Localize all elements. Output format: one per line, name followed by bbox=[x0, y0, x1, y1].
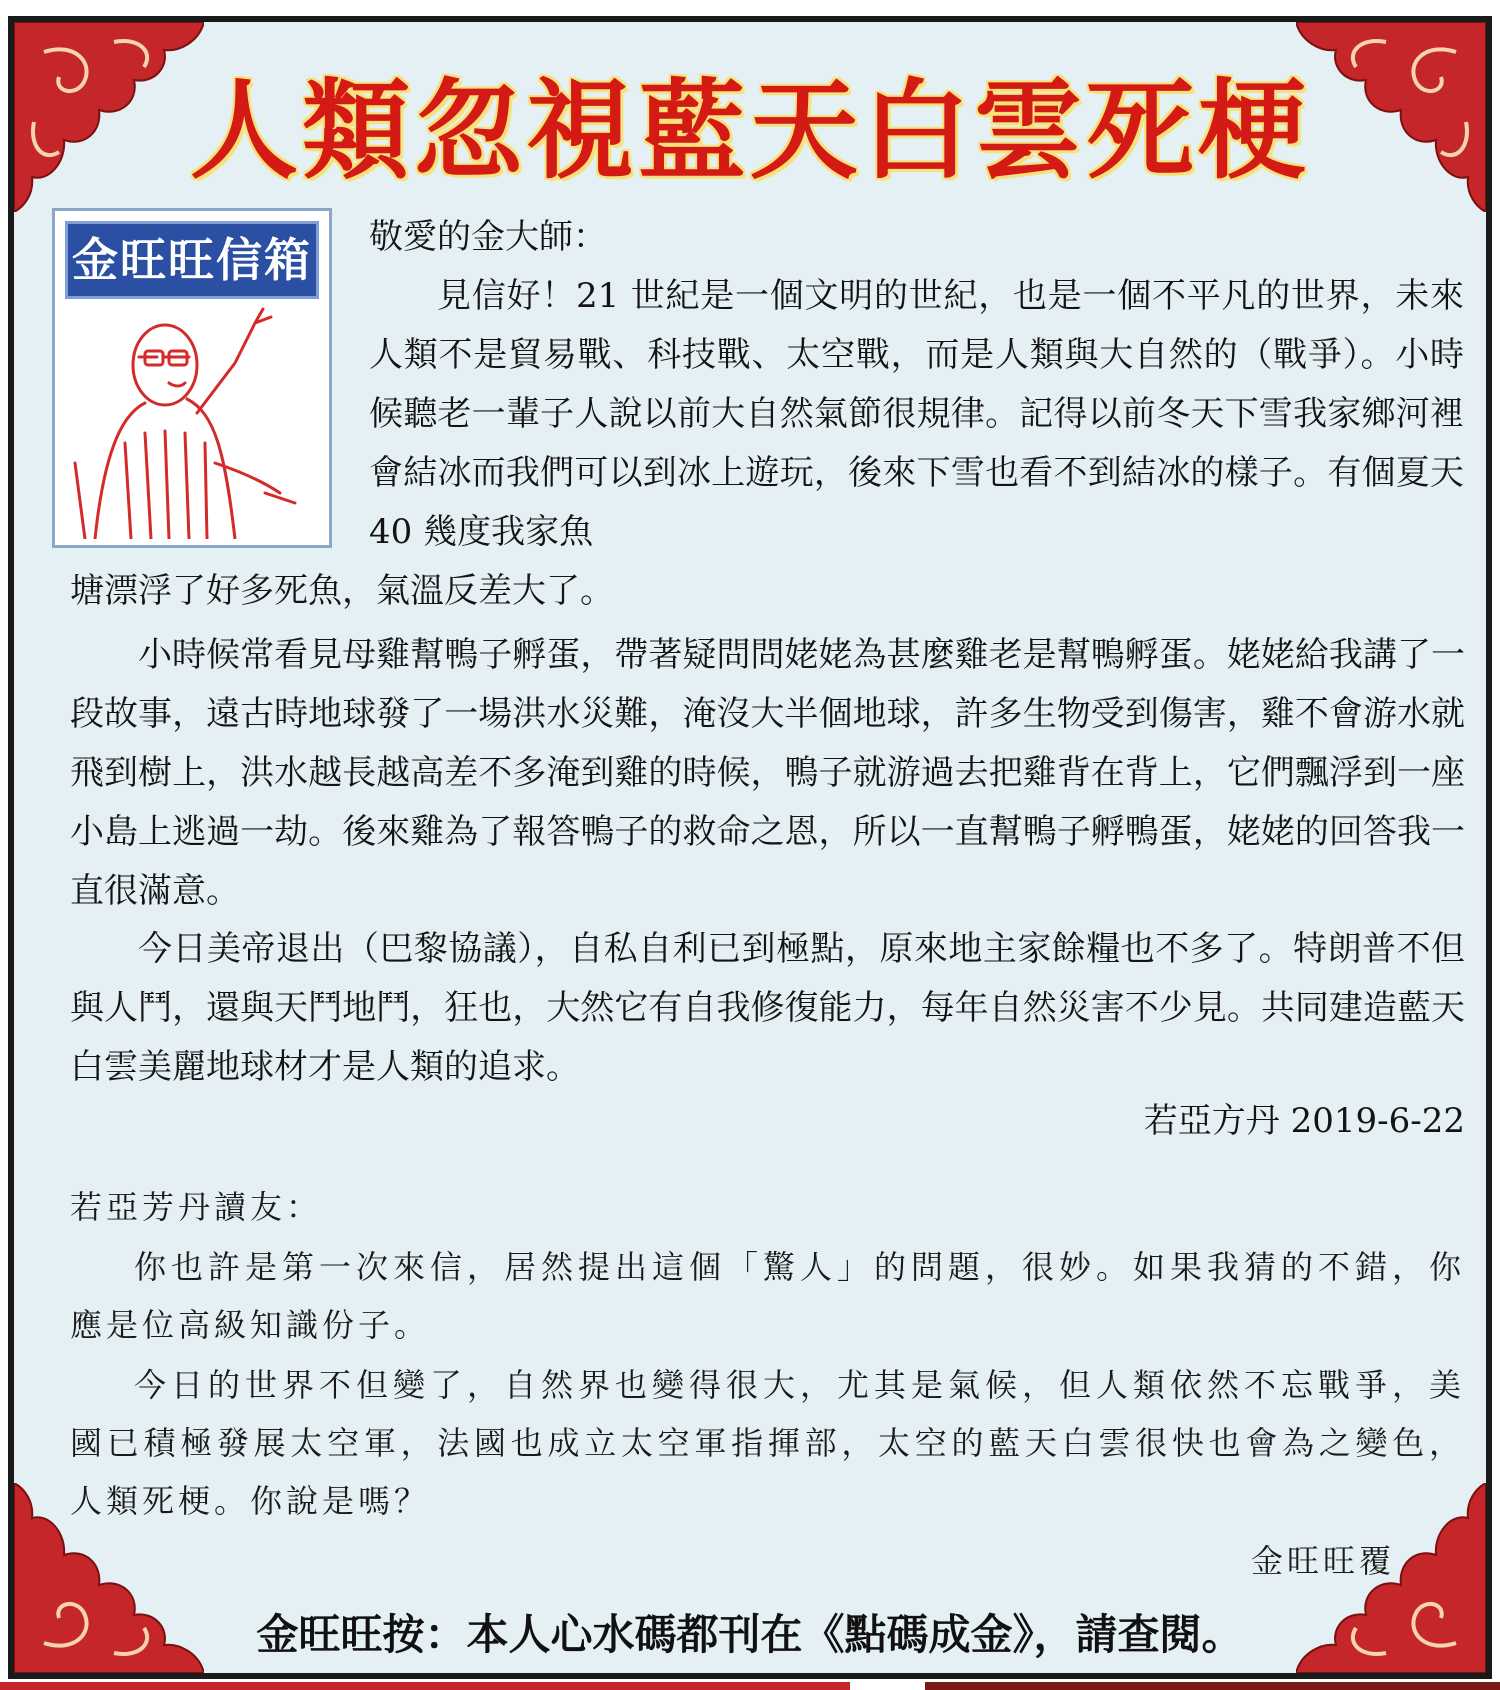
letter-paragraph-3: 今日美帝退出（巴黎協議），自私自利已到極點，原來地主家餘糧也不多了。特朗普不但與人鬥，還與天鬥地鬥，狂也，大然它有自我修復能力，每年自然災害不少見。共同建造藍天白雲美麗地球材才是人類的追求。 bbox=[70, 929, 1465, 1087]
letter-paragraph-1-continued: 塘漂浮了好多死魚，氣溫反差大了。 bbox=[70, 571, 614, 611]
man-pointing-illustration bbox=[65, 303, 319, 539]
letter-paragraph-2: 小時候常看見母雞幫鴨子孵蛋，帶著疑問問姥姥為甚麼雞老是幫鴨孵蛋。姥姥給我講了一段故事，遠古時地球發了一場洪水災難，淹沒大半個地球，許多生物受到傷害，雞不會游水就飛到樹上，洪水越長越高差不多淹到雞的時候，鴨子就游過去把雞背在背上，它們飄浮到一座小島上逃過一劫。後來雞為了報答鴨子的救命之恩，所以一直幫鴨子孵鴨蛋，姥姥的回答我一直很滿意。 bbox=[70, 635, 1465, 911]
letter-signature: 若亞方丹 2019-6-22 bbox=[1143, 1101, 1465, 1141]
headline: 人類忽視藍天白雲死梗 bbox=[189, 69, 1310, 194]
bottom-border-strip bbox=[0, 1682, 850, 1690]
letter-paragraph-1: 見信好！21 世紀是一個文明的世紀，也是一個不平凡的世界，未來人類不是貿易戰、科技戰、太空戰，而是人類與大自然的（戰爭）。小時候聽老一輩子人說以前大自然氣節很規律。記得以前冬天下雪我家鄉河裡會結冰而我們可以到冰上遊玩，後來下雪也看不到結冰的樣子。有個夏天 40 幾度我家魚 bbox=[369, 276, 1464, 552]
bottom-border-strip bbox=[925, 1682, 1500, 1690]
reply-paragraph-1: 你也許是第一次來信，居然提出這個「驚人」的問題，很妙。如果我猜的不錯，你應是位高級知識份子。 bbox=[70, 1248, 1465, 1344]
reply-paragraph-2: 今日的世界不但變了，自然界也變得很大，尤其是氣候，但人類依然不忘戰爭，美國已積極發展太空軍，法國也成立太空軍指揮部，太空的藍天白雲很快也會為之變色，人類死梗。你說是嗎？ bbox=[70, 1366, 1465, 1520]
letter-salutation: 敬愛的金大師： bbox=[369, 217, 607, 257]
column-logo-title: 金旺旺信箱 bbox=[65, 221, 319, 299]
reply-signature: 金旺旺覆 bbox=[1250, 1542, 1395, 1580]
column-logo bbox=[52, 208, 332, 548]
reply-salutation: 若亞芳丹讀友： bbox=[70, 1188, 323, 1226]
editor-note: 金旺旺按：本人心水碼都刊在《點碼成金》，請查閱。 bbox=[256, 1610, 1244, 1659]
article-frame bbox=[8, 16, 1492, 1679]
